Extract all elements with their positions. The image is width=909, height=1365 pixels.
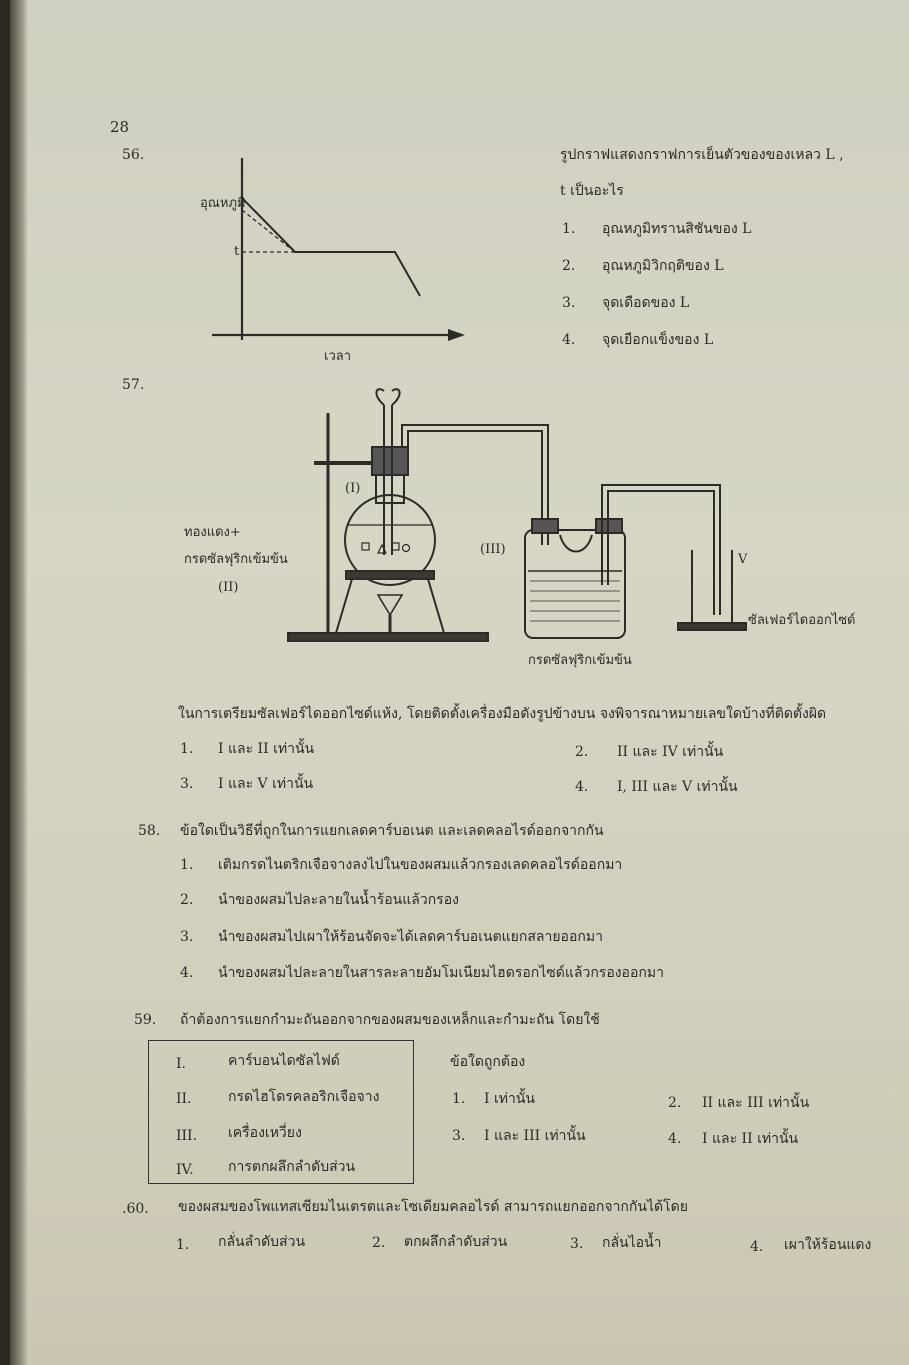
q60-choice-4-num: 4. — [750, 1239, 764, 1255]
q59-choice-4: I และ II เท่านั้น — [702, 1131, 799, 1147]
q60-choice-1: กลั่นลำดับส่วน — [218, 1234, 306, 1250]
q57-choice-4-num: 4. — [575, 779, 589, 795]
q57-choice-1-num: 1. — [180, 741, 194, 757]
q57-choice-2-num: 2. — [575, 744, 589, 760]
q57-label-II-line3: (II) — [218, 580, 239, 595]
q59-box-item-3: เครื่องเหวี่ยง — [228, 1125, 302, 1141]
q56-choice-3: จุดเดือดของ L — [602, 295, 690, 311]
q57-choice-3: I และ V เท่านั้น — [218, 776, 314, 792]
q57-choice-2: II และ IV เท่านั้น — [617, 744, 724, 760]
q56-choice-3-num: 3. — [562, 295, 576, 311]
q58-question: ข้อใดเป็นวิธีที่ถูกในการแยกเลดคาร์บอเนต และเลดคลอไรด์ออกจากกัน — [180, 823, 604, 839]
q56-choice-4-num: 4. — [562, 332, 576, 348]
q60-choice-3: กลั่นไอน้ำ — [602, 1235, 662, 1251]
q56-choice-2: อุณหภูมิวิกฤติของ L — [602, 258, 724, 274]
q58-choice-2: นำของผสมไปละลายในน้ำร้อนแล้วกรอง — [218, 892, 459, 908]
q57-label-V: V — [738, 552, 748, 567]
q58-choice-1: เติมกรดไนตริกเจือจางลงไปในของผสมแล้วกรองเลดคลอไรด์ออกมา — [218, 857, 623, 873]
q59-box-item-1-num: I. — [176, 1056, 186, 1072]
q56-choice-1: อุณหภูมิทรานสิชันของ L — [602, 221, 752, 237]
q57-choice-1: I และ II เท่านั้น — [218, 741, 315, 757]
q60-choice-1-num: 1. — [176, 1237, 190, 1253]
q58-number: 58. — [138, 823, 161, 839]
q57-label-II-line1: ทองแดง+ — [184, 525, 241, 540]
q60-choice-2-num: 2. — [372, 1235, 386, 1251]
q56-graph-t-label: t — [234, 244, 240, 259]
q56-number: 56. — [122, 147, 145, 163]
q59-prompt: ข้อใดถูกต้อง — [450, 1054, 526, 1070]
q60-choice-4: เผาให้ร้อนแดง — [784, 1237, 872, 1253]
q58-choice-1-num: 1. — [180, 857, 194, 873]
q57-label-III: (III) — [480, 542, 506, 557]
q56-choice-2-num: 2. — [562, 258, 576, 274]
q58-choice-4-num: 4. — [180, 965, 194, 981]
q57-label-acid: กรดซัลฟุริกเข้มข้น — [528, 653, 632, 668]
q56-question-line1: รูปกราฟแสดงกราฟการเย็นตัวของของเหลว L , — [560, 147, 844, 163]
q59-choice-2-num: 2. — [668, 1095, 682, 1111]
q59-box-item-4: การตกผลึกลำดับส่วน — [228, 1159, 356, 1175]
q59-choice-1-num: 1. — [452, 1091, 466, 1107]
q59-number: 59. — [134, 1012, 157, 1028]
exam-page — [10, 0, 909, 1365]
q56-graph-y-label: อุณหภูมิ — [200, 196, 246, 211]
page-number: 28 — [110, 118, 130, 136]
q58-choice-2-num: 2. — [180, 892, 194, 908]
q57-choice-3-num: 3. — [180, 776, 194, 792]
q59-box-item-2-num: II. — [176, 1091, 192, 1107]
q59-choice-4-num: 4. — [668, 1131, 682, 1147]
q59-choice-3-num: 3. — [452, 1128, 466, 1144]
q59-box-item-1: คาร์บอนไดซัลไฟด์ — [228, 1053, 340, 1069]
q60-question: ของผสมของโพแทสเซียมไนเตรตและโซเดียมคลอไรด์ สามารถแยกออกจากกันได้โดย — [178, 1199, 688, 1215]
q56-graph-x-label: เวลา — [324, 349, 352, 364]
q58-choice-4: นำของผสมไปละลายในสารละลายอัมโมเนียมไฮดรอกไซด์แล้วกรองออกมา — [218, 965, 664, 981]
q57-label-I: (I) — [345, 481, 361, 496]
q58-choice-3-num: 3. — [180, 929, 194, 945]
q58-choice-3: นำของผสมไปเผาให้ร้อนจัดจะได้เลดคาร์บอเนตแยกสลายออกมา — [218, 929, 603, 945]
q59-choice-3: I และ III เท่านั้น — [484, 1128, 586, 1144]
q59-question: ถ้าต้องการแยกกำมะถันออกจากของผสมของเหล็กและกำมะถัน โดยใช้ — [180, 1012, 600, 1028]
q56-question-line2: t เป็นอะไร — [560, 183, 624, 199]
q57-label-so2: ซัลเฟอร์ไดออกไซด์ — [748, 613, 856, 628]
q59-choice-1: I เท่านั้น — [484, 1091, 535, 1107]
page-binding-edge — [10, 0, 28, 1365]
q57-label-II-line2: กรดซัลฟุริกเข้มข้น — [184, 552, 288, 567]
q59-box-item-2: กรดไฮโดรคลอริกเจือจาง — [228, 1089, 380, 1105]
q56-cooling-graph — [180, 150, 480, 370]
q60-choice-2: ตกผลึกลำดับส่วน — [404, 1234, 508, 1250]
q60-number: .60. — [122, 1201, 149, 1217]
q56-choice-1-num: 1. — [562, 221, 576, 237]
q59-box-item-4-num: IV. — [176, 1162, 194, 1178]
q57-number: 57. — [122, 377, 145, 393]
q56-choice-4: จุดเยือกแข็งของ L — [602, 332, 714, 348]
q59-box-item-3-num: III. — [176, 1128, 198, 1144]
q57-question: ในการเตรียมซัลเฟอร์ไดออกไซด์แห้ง, โดยติดตั้งเครื่องมือดังรูปข้างบน จงพิจารณาหมายเลขใดบ้างที่ติดตั้งผิด — [178, 706, 827, 722]
q60-choice-3-num: 3. — [570, 1236, 584, 1252]
q59-choice-2: II และ III เท่านั้น — [702, 1095, 810, 1111]
q57-choice-4: I, III และ V เท่านั้น — [617, 779, 738, 795]
